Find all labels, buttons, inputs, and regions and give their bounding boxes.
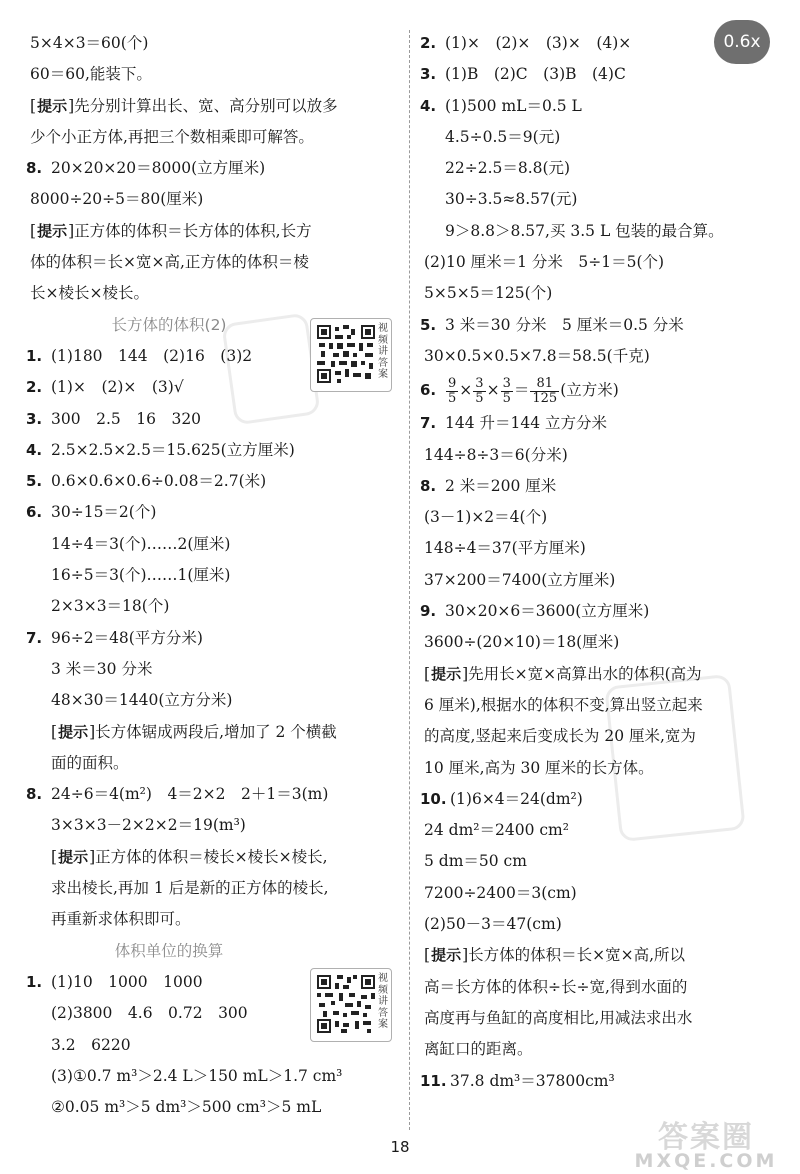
section-heading: 长方体的体积(2) — [111, 315, 227, 334]
equals-sign: ＝ — [513, 381, 530, 400]
text-line: 求出棱长,再加 1 后是新的正方体的棱长, — [51, 879, 329, 898]
answer-text: (1)× (2)× (3)× (4)× — [445, 34, 632, 52]
question-number: 2. — [26, 378, 43, 397]
fraction: $\frac{9}{5}$ — [448, 375, 457, 406]
hint-text: 正方体的体积＝长方体的体积,长方 — [74, 221, 312, 240]
answer-text: 30÷15＝2(个) — [51, 503, 157, 522]
answer-line — [26, 404, 402, 435]
text-line: 3600÷(20×10)＝18(厘米) — [424, 633, 620, 652]
text-line: 高＝长方体的体积÷长÷宽,得到水面的 — [424, 977, 688, 996]
hint-text: 长方体的体积＝长×宽×高,所以 — [468, 946, 686, 965]
hint-line: [提示]长方体的体积＝长×宽×高,所以 — [420, 940, 790, 971]
text-line: (2)50－3＝47(cm) — [424, 915, 562, 934]
answer-line — [26, 435, 402, 466]
question-number: 4. — [420, 96, 437, 115]
answer-text: 96÷2＝48(平方分米) — [51, 628, 203, 647]
text-line: 22÷2.5＝8.8(元) — [445, 159, 571, 178]
answer-line — [26, 623, 402, 654]
hint-line: [提示]先分别计算出长、宽、高分别可以放多 — [26, 91, 402, 122]
question-number: 11. — [420, 1071, 447, 1090]
text-line: 3.2 6220 — [51, 1035, 131, 1054]
column-divider — [409, 30, 410, 1130]
answer-text: 0.6×0.6×0.6÷0.08＝2.7(米) — [51, 472, 267, 491]
text-line: 37×200＝7400(立方厘米) — [424, 570, 616, 589]
text-line: 2×3×3＝18(个) — [51, 597, 170, 616]
text-line: 5×4×3＝60(个) — [30, 34, 149, 52]
hint-label: 提示 — [58, 722, 89, 741]
text-line: 离缸口的距离。 — [424, 1040, 533, 1059]
question-number: 3. — [420, 65, 437, 84]
answer-line — [420, 28, 790, 59]
qr-code-icon — [317, 325, 375, 383]
question-number: 8. — [26, 159, 43, 178]
answer-line — [26, 779, 402, 810]
question-number: 6. — [420, 381, 437, 400]
answer-line — [26, 153, 402, 184]
answer-line — [26, 497, 402, 528]
text-line: ②0.05 m³＞5 dm³＞500 cm³＞5 mL — [51, 1098, 322, 1117]
question-number: 5. — [26, 472, 43, 491]
text-line: 144÷8÷3＝6(分米) — [424, 445, 568, 464]
question-number: 5. — [420, 315, 437, 334]
question-number: 8. — [420, 476, 437, 495]
zoom-level-badge[interactable]: 0.6x — [714, 20, 770, 64]
answer-text: (1)6×4＝24(dm²) — [450, 789, 583, 808]
hint-label: 提示 — [431, 664, 462, 683]
text-line: 14÷4＝3(个)……2(厘米) — [51, 534, 231, 553]
answer-line — [420, 471, 790, 502]
answer-line — [420, 310, 790, 341]
answer-text: (1)B (2)C (3)B (4)C — [445, 65, 626, 84]
answer-text: 144 升＝144 立方分米 — [445, 414, 608, 433]
question-number: 7. — [26, 628, 43, 647]
answer-line — [420, 596, 790, 627]
text-line: 5×5×5＝125(个) — [424, 284, 553, 303]
unit-text: (立方米) — [560, 381, 619, 400]
site-watermark-logo: 答案圈 MXQE.COM — [634, 1120, 778, 1172]
text-line: (2)10 厘米＝1 分米 5÷1＝5(个) — [424, 253, 665, 272]
answer-text: 24÷6＝4(m²) 4＝2×2 2＋1＝3(m) — [51, 785, 329, 804]
text-line: 5 dm＝50 cm — [424, 852, 527, 871]
hint-line: [提示]长方体锯成两段后,增加了 2 个横截 — [26, 717, 402, 748]
hint-text: 长方体锯成两段后,增加了 2 个横截 — [95, 722, 337, 741]
question-number: 7. — [420, 414, 437, 433]
answer-text: 20×20×20＝8000(立方厘米) — [51, 159, 266, 178]
text-line: 24 dm²＝2400 cm² — [424, 821, 569, 840]
text-line: (3－1)×2＝4(个) — [424, 508, 548, 527]
answer-text: (1)180 144 (2)16 (3)2 — [51, 346, 253, 365]
hint-label: 提示 — [431, 946, 462, 965]
hint-text: 先用长×宽×高算出水的体积(高为 — [468, 664, 702, 683]
answer-line — [420, 1066, 790, 1097]
text-line: 30÷3.5≈8.57(元) — [445, 190, 578, 209]
qr-label: 视 频 讲 答 案 — [378, 973, 388, 1030]
text-line: 长×棱长×棱长。 — [30, 284, 149, 303]
text-line: 9＞8.8＞8.57,买 3.5 L 包装的最合算。 — [445, 221, 724, 240]
fraction-answer-line — [420, 372, 790, 408]
answer-text: 3 米＝30 分米 5 厘米＝0.5 分米 — [445, 315, 684, 334]
text-line: 4.5÷0.5＝9(元) — [445, 127, 561, 146]
answer-text: (1)10 1000 1000 — [51, 972, 203, 991]
answer-line — [420, 59, 790, 90]
section-heading: 体积单位的换算 — [114, 941, 224, 960]
hint-line: [提示]正方体的体积＝棱长×棱长×棱长, — [26, 842, 402, 873]
fraction: $\frac{81}{125}$ — [532, 375, 558, 406]
answer-line — [26, 466, 402, 497]
hint-text: 正方体的体积＝棱长×棱长×棱长, — [95, 847, 328, 866]
answer-text: (1)500 mL＝0.5 L — [445, 96, 582, 115]
text-line: 3×3×3－2×2×2＝19(m³) — [51, 816, 246, 835]
hint-label: 提示 — [58, 847, 89, 866]
answer-text: 37.8 dm³＝37800cm³ — [450, 1071, 615, 1090]
times-sign: × — [459, 381, 473, 400]
question-number: 1. — [26, 972, 43, 991]
text-line: 16÷5＝3(个)……1(厘米) — [51, 566, 231, 585]
text-line: 8000÷20÷5＝80(厘米) — [30, 190, 204, 209]
text-line: 7200÷2400＝3(cm) — [424, 883, 577, 902]
text-line: 60＝60,能装下。 — [30, 65, 152, 84]
video-answer-qr-code[interactable] — [310, 968, 392, 1042]
text-line: 再重新求体积即可。 — [51, 910, 191, 929]
answer-text: (1)× (2)× (3)√ — [51, 378, 184, 397]
answer-text: 2.5×2.5×2.5＝15.625(立方厘米) — [51, 440, 295, 459]
question-number: 6. — [26, 503, 43, 522]
question-number: 9. — [420, 602, 437, 621]
fraction: $\frac{3}{5}$ — [502, 375, 511, 406]
text-line: (3)①0.7 m³＞2.4 L＞150 mL＞1.7 cm³ — [51, 1066, 343, 1085]
question-number: 1. — [26, 346, 43, 365]
left-column — [26, 28, 402, 1123]
question-number: 8. — [26, 785, 43, 804]
text-line: (2)3800 4.6 0.72 300 — [51, 1004, 248, 1023]
video-answer-qr-code[interactable] — [310, 318, 392, 392]
text-line: 6 厘米),根据水的体积不变,算出竖立起来 — [424, 695, 703, 714]
hint-text: 先分别计算出长、宽、高分别可以放多 — [74, 96, 338, 115]
answer-text: 30×20×6＝3600(立方厘米) — [445, 602, 650, 621]
page-number: 18 — [390, 1138, 410, 1156]
qr-label: 视 频 讲 答 案 — [378, 323, 388, 380]
text-line: 48×30＝1440(立方分米) — [51, 691, 233, 710]
answer-line — [420, 408, 790, 439]
right-column — [420, 28, 790, 1097]
text-line: 148÷4＝37(平方厘米) — [424, 539, 586, 558]
text-line: 体的体积＝长×宽×高,正方体的体积＝棱 — [30, 253, 309, 272]
answer-text: 2 米＝200 厘米 — [445, 476, 557, 495]
text-line: 10 厘米,高为 30 厘米的长方体。 — [424, 758, 654, 777]
question-number: 4. — [26, 440, 43, 459]
question-number: 3. — [26, 409, 43, 428]
hint-line: [提示]先用长×宽×高算出水的体积(高为 — [420, 659, 790, 690]
qr-code-icon — [317, 975, 375, 1033]
question-number: 10. — [420, 789, 447, 808]
text-line: 的高度,竖起来后变成长为 20 厘米,宽为 — [424, 727, 696, 746]
answer-text: 300 2.5 16 320 — [51, 409, 202, 428]
text-line: 3 米＝30 分米 — [51, 659, 153, 678]
answer-line — [420, 91, 790, 122]
hint-label: 提示 — [37, 96, 68, 115]
text-line: 面的面积。 — [51, 753, 129, 772]
times-sign: × — [486, 381, 500, 400]
hint-line: [提示]正方体的体积＝长方体的体积,长方 — [26, 216, 402, 247]
answer-line — [420, 784, 790, 815]
text-line: 高度再与鱼缸的高度相比,用减法求出水 — [424, 1008, 693, 1027]
text-line: 30×0.5×0.5×7.8＝58.5(千克) — [424, 346, 650, 365]
hint-label: 提示 — [37, 221, 68, 240]
text-line: 少个小正方体,再把三个数相乘即可解答。 — [30, 127, 314, 146]
fraction: $\frac{3}{5}$ — [475, 375, 484, 406]
question-number: 2. — [420, 34, 437, 52]
